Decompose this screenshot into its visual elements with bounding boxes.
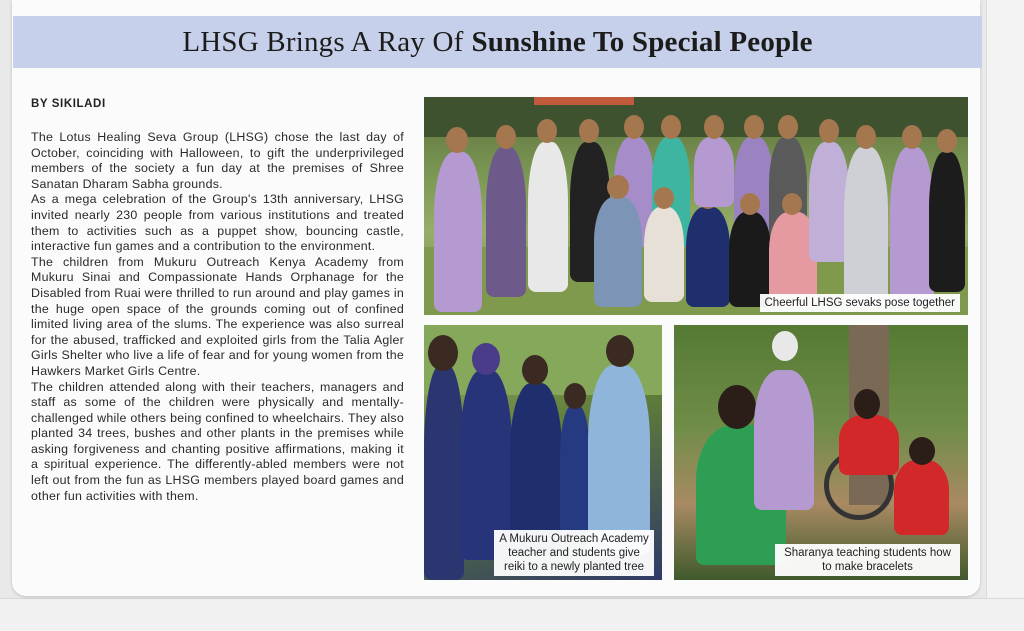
person-figure: [729, 212, 771, 307]
person-figure: [929, 152, 965, 292]
person-head: [902, 125, 922, 149]
reiki-photo-caption: A Mukuru Outreach Academy teacher and students give reiki to a newly planted tree: [494, 530, 654, 576]
person-head: [937, 129, 957, 153]
student-head: [564, 383, 586, 409]
person-head: [819, 119, 839, 143]
person-figure: [694, 137, 734, 207]
article-paragraph: The Lotus Healing Seva Group (LHSG) chose the last day of October, coinciding with Halloween, to gift the underprivileged members of the society a fun day at the premises of Shree Sanatan Dharam Sabha grounds.: [31, 130, 404, 191]
person-head: [537, 119, 557, 143]
person-head: [744, 115, 764, 139]
person-figure: [890, 147, 934, 307]
bracelets-photo: [674, 325, 968, 580]
person-figure: [528, 142, 568, 292]
article-body: [31, 130, 404, 504]
tent-canopy: [534, 97, 634, 105]
student-head: [522, 355, 548, 385]
student-head: [428, 335, 458, 371]
article-paragraph: The children from Mukuru Outreach Kenya Academy from Mukuru Sinai and Compassionate Hands Orphanage for the Disabled from Ruai were thrilled to run around and play games in the huge open space of the grounds coming out of confined limited living area of the slums. The experience was also surreal for the abused, trafficked and exploited girls from the Talia Agler Girls Shelter who live a life of fear and for young women from the Hawkers Market Girls Centre.: [31, 254, 404, 378]
teacher-head: [772, 331, 798, 361]
person-head: [856, 125, 876, 149]
person-head: [607, 175, 629, 199]
article-paragraph: The children attended along with their teachers, managers and staff as some of the children were physically and mentally-challenged while others being confined to wheelchairs. They also planted 34 trees, bushes and other plants in the premises while asking forgiveness and chanting positive affirmations, making it a spiritual experience. The differently-abled members were not left out from the fun as LHSG members played board games and other fun activities with them.: [31, 379, 404, 503]
student-head: [854, 389, 880, 419]
student-head: [718, 385, 756, 429]
byline: BY SIKILADI: [31, 98, 106, 110]
person-figure: [686, 207, 730, 307]
person-figure: [644, 207, 684, 302]
teacher-figure: [754, 370, 814, 510]
person-figure: [844, 147, 888, 307]
student-figure: [839, 415, 899, 475]
person-figure: [809, 142, 849, 262]
student-figure: [560, 405, 590, 535]
teacher-head: [606, 335, 634, 367]
adjacent-page-edge: [986, 0, 1024, 630]
person-head: [579, 119, 599, 143]
group-photo-caption: Cheerful LHSG sevaks pose together: [760, 294, 961, 312]
student-figure: [510, 383, 562, 553]
person-head: [704, 115, 724, 139]
person-head: [446, 127, 468, 153]
person-head: [654, 187, 674, 209]
person-head: [496, 125, 516, 149]
student-figure: [424, 365, 464, 580]
teacher-figure: [588, 365, 650, 555]
person-figure: [486, 147, 526, 297]
person-head: [778, 115, 798, 139]
person-head: [624, 115, 644, 139]
person-head: [740, 193, 760, 215]
person-head: [782, 193, 802, 215]
student-head: [472, 343, 500, 375]
page-bottom-strip: [0, 598, 1024, 631]
group-photo: [424, 97, 968, 315]
article-paragraph: As a mega celebration of the Group's 13th anniversary, LHSG invited nearly 230 people from various institutions and treated them to activities such as a puppet show, bouncing castle, interactive fun games and a contribution to the environment.: [31, 192, 404, 254]
reiki-photo: [424, 325, 662, 580]
headline-bold: Sunshine To Special People: [471, 25, 813, 58]
person-figure: [594, 197, 642, 307]
bracelets-photo-caption: Sharanya teaching students how to make bracelets: [775, 544, 960, 576]
student-figure: [894, 460, 949, 535]
headline-banner: [13, 16, 982, 68]
person-head: [661, 115, 681, 139]
person-figure: [434, 152, 482, 312]
student-head: [909, 437, 935, 465]
headline-light: LHSG Brings A Ray Of: [182, 25, 464, 58]
